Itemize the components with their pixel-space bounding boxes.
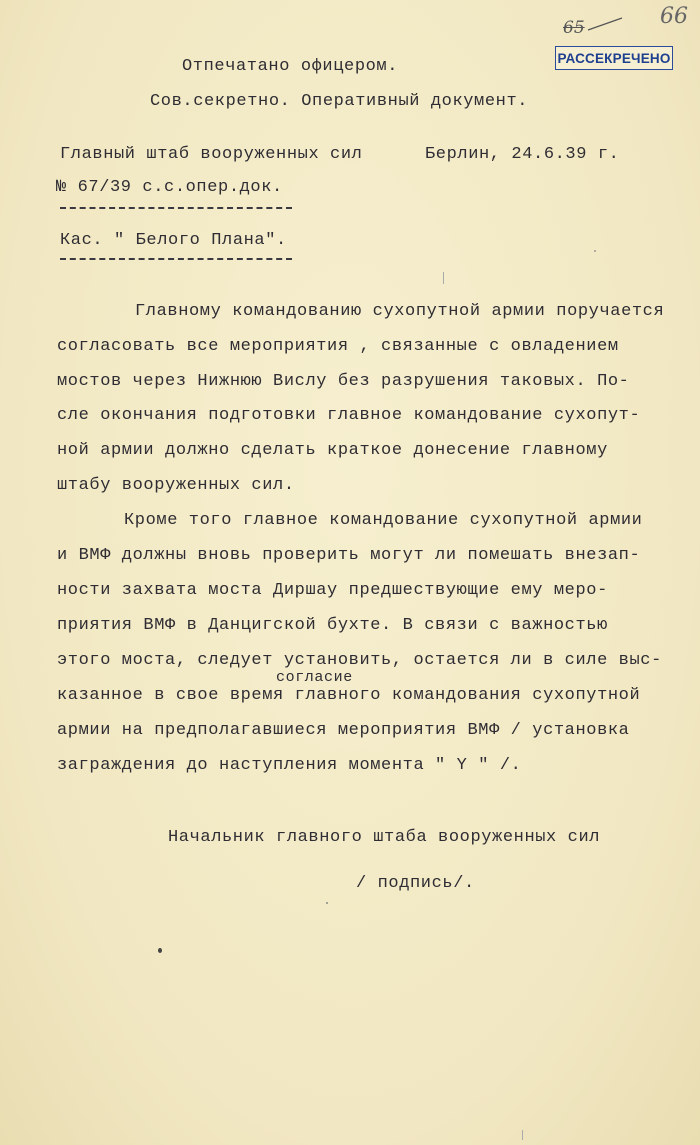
p1-line-1 (135, 302, 692, 321)
paper-speck (158, 948, 162, 953)
printed-by-line: Отпечатано офицером. (182, 57, 399, 76)
p1-line-1-text (135, 302, 692, 321)
handwritten-insertion: согласие (276, 669, 353, 686)
number-underline (60, 207, 292, 209)
p1-line-4: сле окончания подготовки главное командование сухопут- (57, 406, 641, 425)
classification-line: Сов.секретно. Оперативный документ. (150, 92, 529, 111)
p2-line-7: армии на предполагавшиеся мероприятия ВМФ / установка (57, 721, 630, 740)
p1-line-6: штабу вооруженных сил. (57, 476, 295, 495)
p1-line-2: согласовать все мероприятия , связанные с овладением (57, 337, 619, 356)
paper-speck (594, 250, 596, 252)
p2-line-4: приятия ВМФ в Данцигской бухте. В связи с важностью (57, 616, 608, 635)
folio-number-old: 65 (563, 18, 585, 38)
subject-line: Кас. " Белого Плана". (60, 231, 287, 250)
subject-underline (60, 258, 292, 260)
document-number: № 67/39 с.с.опер.док. (56, 178, 283, 197)
p2-line-5: этого моста, следует установить, остается ли в силе выс- (57, 651, 662, 670)
p2-line-1: Кроме того главное командование сухопутной армии (124, 511, 643, 530)
p1-line-3: мостов через Нижнюю Вислу без разрушения таковых. По- (57, 372, 630, 391)
p2-line-3: ности захвата моста Диршау предшествующие ему меро- (57, 581, 608, 600)
paper-speck (326, 902, 328, 904)
p2-line-2: и ВМФ должны вновь проверить могут ли помешать внезап- (57, 546, 641, 565)
p1-text: Главному командованию сухопутной армии поручается (135, 302, 665, 321)
signature-mark: / подпись/. (356, 874, 475, 893)
issuer-line: Главный штаб вооруженных сил (60, 145, 363, 164)
declassified-stamp: РАССЕКРЕЧЕНО (555, 46, 673, 70)
place-date-line: Берлин, 24.6.39 г. (425, 145, 620, 164)
signature-title: Начальник главного штаба вооруженных сил (168, 828, 601, 847)
p2-line-8: заграждения до наступления момента " Y " /. (57, 756, 522, 775)
p1-line-5: ной армии должно сделать краткое донесение главному (57, 441, 608, 460)
paper-speck (522, 1130, 523, 1140)
p2-line-6: казанное в свое время главного командования сухопутной (57, 686, 641, 705)
folio-strike-mark (586, 14, 626, 34)
paper-speck (443, 272, 444, 284)
folio-number-new: 66 (660, 4, 688, 29)
